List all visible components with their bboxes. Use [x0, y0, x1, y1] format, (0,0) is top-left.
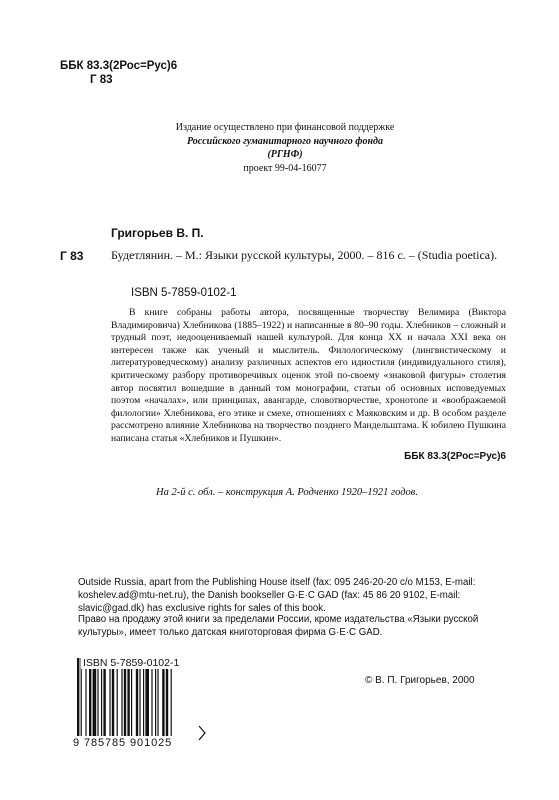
annotation-bbk: ББК 83.3(2Рос=Рус)6	[404, 451, 506, 462]
bibliographic-citation: Будетлянин. – М.: Языки русской культуры, 2000. – 816 с. – (Studia poetica).	[111, 248, 498, 262]
bbk-classification: ББК 83.3(2Рос=Рус)6	[60, 60, 178, 72]
isbn: ISBN 5-7859-0102-1	[131, 287, 237, 299]
barcode-isbn-label: ISBN 5-7859-0102-1	[83, 657, 180, 669]
distribution-russian: Право на продажу этой книги за пределами России, кроме издательства «Языки русской культуры», имеет только датская книготорговая фирма G·E·C GAD.	[78, 614, 479, 638]
author-mark-top: Г 83	[90, 74, 113, 86]
author-mark: Г 83	[60, 249, 84, 263]
author-name: Григорьев В. П.	[111, 226, 204, 240]
copyright: © В. П. Григорьев, 2000	[365, 675, 475, 686]
funding-line-3: (РГНФ)	[267, 149, 303, 160]
distribution-english: Outside Russia, apart from the Publishing House itself (fax: 095 246-20-20 c/o M153, E-mail: koshelev.ad@mtu-net.ru), the Danish bookseller G·E·C GAD (fax: 45 86 20 9102, E-mail: slavic@gad.dk) has exclusive rights for sales of this book.	[78, 577, 476, 614]
funding-line-1: Издание осуществлено при финансовой поддержке	[175, 122, 395, 133]
funding-line-4: проект 99-04-16077	[243, 162, 327, 174]
funding-notice	[120, 121, 450, 175]
barcode-digits: 9 785785 901025	[73, 737, 173, 749]
funding-line-2: Российского гуманитарного научного фонда	[187, 135, 383, 147]
cover-note: На 2-й с. обл. – конструкция А. Родченко 1920–1921 годов.	[156, 487, 418, 498]
annotation-text: В книге собраны работы автора, посвященные творчеству Велимира (Виктора Владимировича) Хлебникова (1885–1922) и написанные в 80–90 годы. Хлебников – сложный и трудный поэт, недооцениваемый нашей культурой. Для конца XX и начала XXI века он интересен также как ученый и мыслитель. Филологическому (лингвистическому и литературоведческому) анализу различных аспектов его идиостиля (индивидуального стиля), критическому разбору противоречивых оценок этой по-своему «знаковой фигуры» столетия автор посвятил вошедшие в данный том монографии, статьи об основных исповедуемых поэтом «началах», или принципах, авангарде, словотворчестве, хронотопе и «воображаемой филологии» Хлебникова, его этике и смехе, отношениях с Маяковским и др. В особом разделе рассмотрено влияние Хлебникова на творчество позднего Мандельштама. К юбилею Пушкина написана статья «Хлебников и Пушкин».	[111, 307, 506, 444]
